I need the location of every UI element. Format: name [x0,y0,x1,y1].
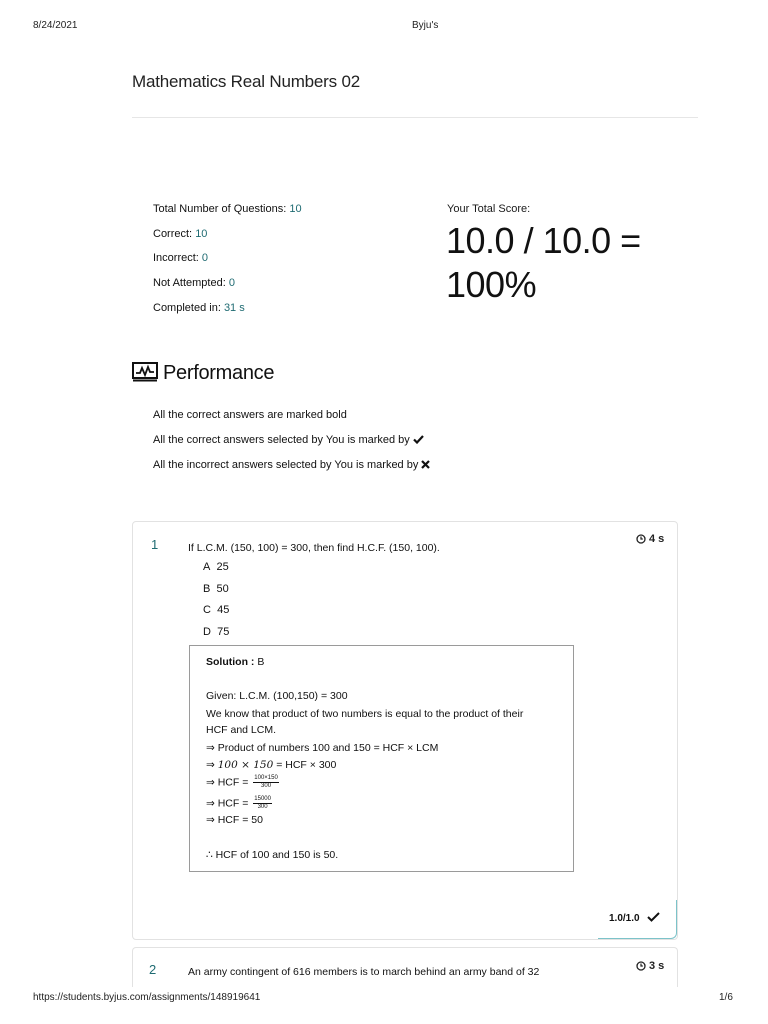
question-number: 2 [149,962,157,977]
clock-icon [636,534,646,544]
print-page-number: 1/6 [719,992,733,1003]
fraction-numerator: 15000 [254,796,271,802]
solution-line: We know that product of two numbers is equal to the product of their [206,708,524,720]
question-text: An army contingent of 616 members is to march behind an army band of 32 [188,966,540,978]
question-time [636,533,664,545]
option-letter: C [203,604,211,616]
total-score [446,219,706,307]
stat-label: Completed in: [153,302,221,314]
solution-step [206,796,272,811]
question-time-value: 4 s [649,533,665,545]
fraction-denominator: 300 [261,783,272,789]
stat-label: Correct: [153,228,193,240]
legend-check-text: All the correct answers selected by You is marked by [153,434,410,446]
total-score-fraction: 10.0 / 10.0 = [446,220,641,261]
question-time [636,960,664,972]
total-score-percent: 100% [446,264,537,305]
option-d [203,626,229,638]
fraction-denominator: 300 [257,804,268,810]
solution-label: Solution : [206,656,255,668]
option-text: 75 [217,626,230,638]
solution-step: ⇒ Product of numbers 100 and 150 = HCF × LCM [206,742,439,754]
print-site-name: Byju's [412,20,439,31]
solution-given: Given: L.C.M. (100,150) = 300 [206,690,348,702]
print-date: 8/24/2021 [33,20,78,31]
step-suffix: = HCF × 300 [276,759,337,771]
step-prefix: ⇒ HCF = [206,797,249,810]
cross-icon [421,460,430,469]
stat-value: 10 [195,228,208,240]
solution-conclusion: ∴ HCF of 100 and 150 is 50. [206,849,339,861]
question-time-value: 3 s [649,960,665,972]
step-prefix: ⇒ [206,759,215,771]
check-icon [413,435,424,444]
stat-value: 0 [201,252,209,264]
option-text: 25 [216,561,229,573]
stat-completed-in [153,302,245,314]
fraction [253,775,279,790]
step-prefix: ⇒ HCF = [206,776,249,789]
option-letter: B [203,583,211,595]
stat-label: Total Number of Questions: [153,203,287,215]
stat-total-questions [153,203,302,215]
solution-answer: B [257,656,265,668]
activity-chart-icon [132,362,158,382]
stat-correct [153,228,207,240]
option-letter: A [203,561,211,573]
page-title: Mathematics Real Numbers 02 [132,72,360,91]
question-score-value: 1.0/1.0 [609,913,640,924]
question-text: If L.C.M. (150, 100) = 300, then find H.C.F. (150, 100). [188,542,440,554]
stat-value: 10 [289,203,302,215]
legend-cross-note [153,459,430,471]
option-a [203,561,229,573]
check-icon [647,912,660,922]
stat-not-attempted [153,277,235,289]
question-number: 1 [151,537,159,552]
question-score [609,912,660,924]
option-b [203,583,229,595]
total-score-label: Your Total Score: [447,203,531,215]
step-math: 100 × 150 [217,759,274,771]
solution-line: HCF and LCM. [206,724,277,736]
option-c [203,604,229,616]
solution-step [206,759,336,771]
print-url: https://students.byjus.com/assignments/148919641 [33,992,261,1003]
option-text: 45 [217,604,230,616]
legend-cross-text: All the incorrect answers selected by You is marked by [153,459,419,471]
solution-step: ⇒ HCF = 50 [206,814,263,826]
solution-header [206,656,264,668]
solution-step [206,775,279,790]
option-text: 50 [216,583,229,595]
option-letter: D [203,626,211,638]
performance-heading: Performance [163,362,275,384]
legend-bold-note: All the correct answers are marked bold [153,409,347,421]
stat-value: 0 [228,277,235,289]
fraction [253,796,272,811]
stat-label: Incorrect: [153,252,199,264]
stat-value: 31 s [223,302,245,314]
title-divider [132,117,698,118]
legend-check-note [153,434,424,446]
fraction-numerator: 100×150 [254,775,278,781]
stat-label: Not Attempted: [153,277,226,289]
clock-icon [636,961,646,971]
stat-incorrect [153,252,208,264]
